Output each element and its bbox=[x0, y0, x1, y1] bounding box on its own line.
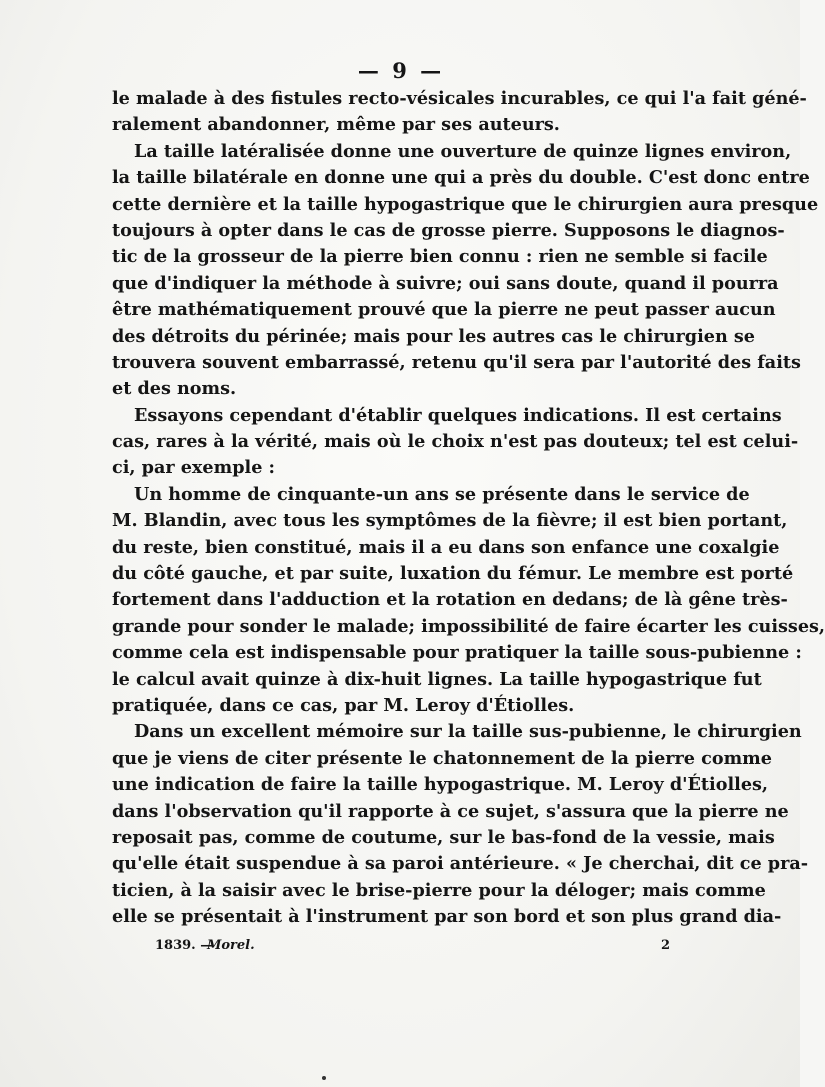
footer-year: 1839. — bbox=[155, 938, 214, 953]
text-line: trouvera souvent embarrassé, retenu qu'il sera par l'autorité des faits bbox=[112, 351, 801, 373]
header-dash-left: — bbox=[357, 58, 380, 83]
text-line: Dans un excellent mémoire sur la taille sus-pubienne, le chirurgien bbox=[134, 721, 802, 743]
text-line: ci, par exemple : bbox=[112, 457, 276, 479]
text-line: pratiquée, dans ce cas, par M. Leroy d'Étiolles. bbox=[112, 694, 575, 716]
text-line: tic de la grosseur de la pierre bien connu : rien ne semble si facile bbox=[112, 246, 768, 268]
text-line: le malade à des fistules recto-vésicales incurables, ce qui l'a fait géné- bbox=[112, 88, 807, 109]
text-line: que je viens de citer présente le chatonnement de la pierre comme bbox=[112, 747, 772, 769]
signature-number: 2 bbox=[660, 938, 670, 953]
text-line: du reste, bien constitué, mais il a eu dans son enfance une coxalgie bbox=[112, 536, 780, 558]
text-line: Un homme de cinquante-un ans se présente dans le service de bbox=[134, 483, 750, 505]
text-line: la taille bilatérale en donne une qui a près du double. C'est donc entre bbox=[112, 167, 810, 189]
page-header bbox=[0, 58, 800, 83]
ink-speck bbox=[322, 1076, 326, 1080]
text-line: cette dernière et la taille hypogastrique que le chirurgien aura presque bbox=[112, 193, 819, 215]
text-line: fortement dans l'adduction et la rotation en dedans; de là gêne très- bbox=[112, 589, 788, 611]
text-line: ralement abandonner, même par ses auteurs. bbox=[112, 114, 560, 136]
text-line: toujours à opter dans le cas de grosse pierre. Supposons le diagnos- bbox=[112, 219, 785, 241]
text-line: être mathématiquement prouvé que la pierre ne peut passer aucun bbox=[112, 299, 776, 321]
text-line: du côté gauche, et par suite, luxation du fémur. Le membre est porté bbox=[112, 563, 794, 585]
body-text bbox=[112, 86, 825, 931]
text-line: qu'elle était suspendue à sa paroi antérieure. « Je cherchai, dit ce pra- bbox=[112, 853, 809, 875]
text-line: des détroits du périnée; mais pour les autres cas le chirurgien se bbox=[112, 325, 755, 347]
text-line: une indication de faire la taille hypogastrique. M. Leroy d'Étiolles, bbox=[112, 774, 769, 796]
header-dash-right: — bbox=[420, 58, 443, 83]
text-line: M. Blandin, avec tous les symptômes de la fièvre; il est bien portant, bbox=[112, 510, 788, 532]
text-line: elle se présentait à l'instrument par son bord et son plus grand dia- bbox=[112, 906, 782, 928]
text-line: Essayons cependant d'établir quelques indications. Il est certains bbox=[134, 404, 782, 426]
text-line: grande pour sonder le malade; impossibilité de faire écarter les cuisses, bbox=[112, 615, 825, 637]
text-line: dans l'observation qu'il rapporte à ce sujet, s'assura que la pierre ne bbox=[112, 800, 789, 822]
text-line: ticien, à la saisir avec le brise-pierre pour la déloger; mais comme bbox=[112, 879, 766, 901]
text-line: et des noms. bbox=[112, 378, 237, 400]
text-line: La taille latéralisée donne une ouverture de quinze lignes environ, bbox=[134, 140, 792, 162]
text-line: comme cela est indispensable pour pratiquer la taille sous-pubienne : bbox=[112, 642, 802, 664]
text-line: cas, rares à la vérité, mais où le choix n'est pas douteux; tel est celui- bbox=[112, 431, 799, 453]
page-number: 9 bbox=[392, 58, 408, 83]
text-line: que d'indiquer la méthode à suivre; oui sans doute, quand il pourra bbox=[112, 272, 779, 294]
text-line: reposait pas, comme de coutume, sur le bas-fond de la vessie, mais bbox=[112, 826, 775, 848]
text-line: le calcul avait quinze à dix-huit lignes. La taille hypogastrique fut bbox=[112, 668, 762, 690]
footer-author: Morel. bbox=[207, 938, 255, 953]
